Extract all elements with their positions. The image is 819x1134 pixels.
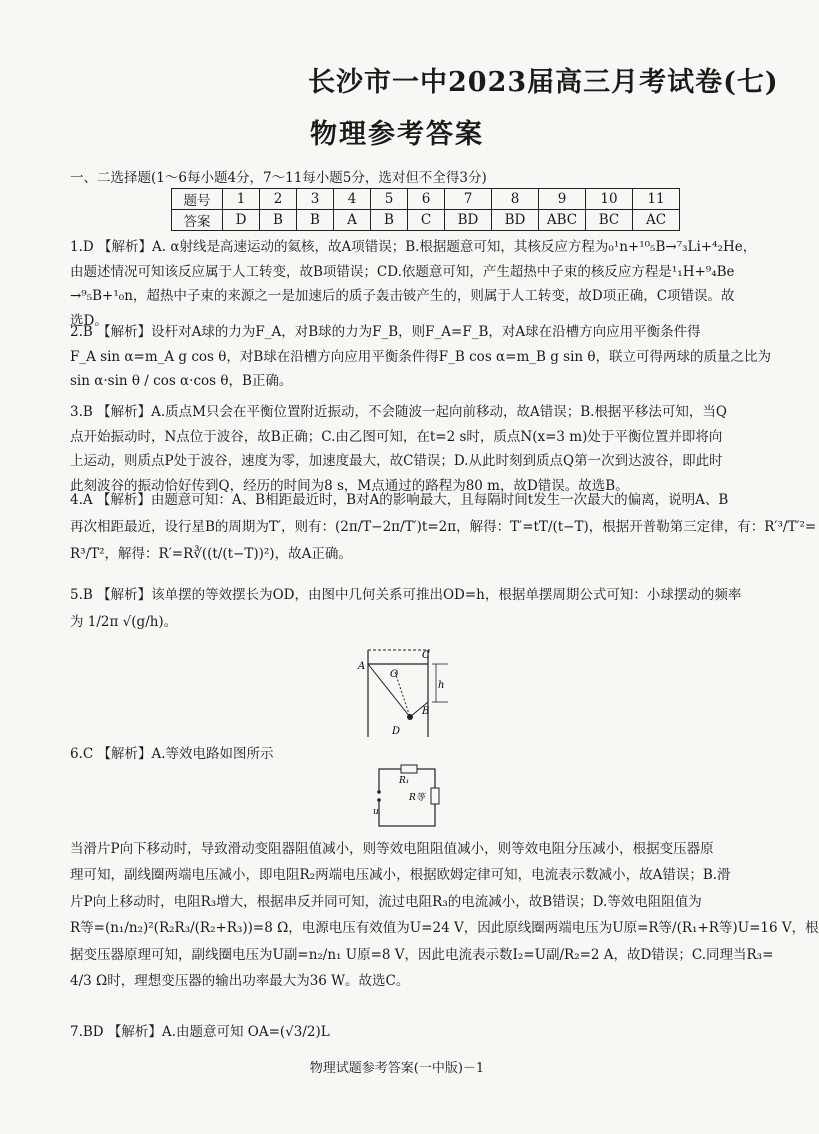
resistor-label-r1: R₁ (399, 776, 410, 786)
answer-cell: BD (445, 210, 492, 231)
answer-cell: AC (633, 210, 680, 231)
number-cell: 6 (408, 189, 445, 210)
answer-title: 物理参考答案 (310, 119, 484, 150)
text-line: 6.C 【解析】A.等效电路如图所示 (70, 746, 274, 762)
row-label-answer: 答案 (172, 210, 223, 231)
text-line: 1.D 【解析】A. α射线是高速运动的氦核，故A项错误；B.根据题意可知，其核反应方程为₀¹n+¹⁰₅B→⁷₃Li+⁴₂He， (70, 239, 757, 255)
answer-row (172, 210, 680, 231)
equivalent-circuit-figure (365, 764, 445, 834)
point-label-b: B (422, 706, 430, 717)
text-line: 4.A 【解析】由题意可知：A、B相距最近时，B对A的影响最大，且每隔时间t发生一次最大的偏离，说明A、B (70, 492, 729, 508)
question-4-explanation (70, 487, 817, 568)
question-6-intro (70, 742, 730, 767)
text-line: 7.BD 【解析】A.由题意可知 OA=(√3/2)L (70, 1024, 330, 1040)
point-label-c: C (422, 650, 430, 661)
text-line: 再次相距最近，设行星B的周期为T′，则有：(2π/T−2π/T′)t=2π，解得：T′=tT/(t−T)，根据开普勒第三定律，有：R′³/T′²= (70, 519, 817, 535)
answer-cell: C (408, 210, 445, 231)
text-line: 为 1/2π √(g/h)。 (70, 614, 178, 630)
text-line: 理可知，副线圈两端电压减小，即电阻R₂两端电压减小，根据欧姆定律可知，电流表示数减小，故A错误；B.滑 (70, 867, 731, 884)
text-line: 5.B 【解析】该单摆的等效摆长为OD，由图中几何关系可推出OD=h，根据单摆周期公式可知：小球摆动的频率 (70, 587, 742, 603)
text-line: →⁹₅B+¹₀n，超热中子束的来源之一是加速后的质子轰击铍产生的，则属于人工转变，故D项正确，C项错误。故 (70, 288, 735, 305)
source-label-u: u (373, 807, 379, 817)
text-line: F_A sin α=m_A g cos θ，对B球在沿槽方向应用平衡条件得F_B cos α=m_B g sin θ，联立可得两球的质量之比为 (70, 348, 772, 365)
text-line: 据变压器原理可知，副线圈电压为U副=n₂/n₁ U原=8 V，因此电流表示数I₂=U副/R₂=2 A，故D错误；C.同理当R₃= (70, 946, 774, 963)
question-3-explanation (70, 400, 730, 498)
answer-cell: B (297, 210, 334, 231)
number-cell: 5 (371, 189, 408, 210)
point-label-o: O (390, 669, 399, 680)
text-line: 选D。 (70, 312, 108, 329)
text-line: 2.B 【解析】设杆对A球的力为F_A，对B球的力为F_B，则F_A=F_B，对A球在沿槽方向应用平衡条件得 (70, 324, 701, 340)
resistor-label-req: R等 (409, 793, 425, 803)
number-cell: 4 (334, 189, 371, 210)
text-line: 点开始振动时，N点位于波谷，故B正确；C.由乙图可知，在t=2 s时，质点N(x=3 m)处于平衡位置并即将向 (70, 428, 723, 445)
number-cell: 11 (633, 189, 680, 210)
point-label-d: D (392, 726, 401, 737)
question-7-explanation (70, 1020, 730, 1045)
answer-cell: B (260, 210, 297, 231)
number-cell: 7 (445, 189, 492, 210)
text-line: 片P向上移动时，电阻R₃增大，根据串反并同可知，流过电阻R₃的电流减小，故B错误；D.等效电阻阻值为 (70, 893, 702, 910)
answer-cell: A (334, 210, 371, 231)
text-line: 上运动，则质点P处于波谷，速度为零，加速度最大，故C错误；D.从此时刻到质点Q第一次到达波谷，即此时 (70, 453, 723, 470)
point-label-a: A (358, 661, 366, 672)
question-1-explanation (70, 235, 757, 333)
number-cell: 2 (260, 189, 297, 210)
answer-cell: B (371, 210, 408, 231)
answer-cell: BD (492, 210, 539, 231)
page-footer: 物理试题参考答案(一中版)－1 (309, 1061, 485, 1076)
exam-title: 长沙市一中2023届高三月考试卷(七) (308, 67, 779, 98)
number-cell: 8 (492, 189, 539, 210)
text-line: 由题述情况可知该反应属于人工转变，故B项错误；CD.依题意可知，产生超热中子束的核反应方程是¹₁H+⁹₄Be (70, 263, 735, 280)
row-label-number: 题号 (172, 189, 223, 210)
pendulum-figure (350, 642, 460, 742)
answer-cell: BC (586, 210, 633, 231)
answer-cell: ABC (539, 210, 586, 231)
number-cell: 1 (223, 189, 260, 210)
text-line: 当滑片P向下移动时，导致滑动变阻器阻值减小，则等效电阻阻值减小，则等效电阻分压减小，根据变压器原 (70, 841, 714, 857)
text-line: R³/T²，解得：R′=R∛((t/(t−T))²)，故A正确。 (70, 546, 352, 562)
number-cell: 3 (297, 189, 334, 210)
section-heading: 一、二选择题(1～6每小题4分，7～11每小题5分，选对但不全得3分) (70, 170, 487, 186)
text-line: 3.B 【解析】A.质点M只会在平衡位置附近振动，不会随波一起向前移动，故A错误；B.根据平移法可知，当Q (70, 404, 727, 420)
question-6-explanation (70, 836, 819, 994)
question-5-explanation (70, 582, 742, 636)
height-label-h: h (438, 680, 445, 691)
text-line: 4/3 Ω时，理想变压器的输出功率最大为36 W。故选C。 (70, 973, 410, 990)
answer-table (171, 188, 680, 231)
text-line: R等=(n₁/n₂)²(R₂R₃/(R₂+R₃))=8 Ω，电源电压有效值为U=24 V，因此原线圈两端电压为U原=R等/(R₁+R等)U=16 V，根 (70, 920, 819, 937)
question-2-explanation (70, 320, 772, 394)
answer-cell: D (223, 210, 260, 231)
number-cell: 10 (586, 189, 633, 210)
number-cell: 9 (539, 189, 586, 210)
text-line: sin α·sin θ / cos α·cos θ，B正确。 (70, 373, 293, 390)
text-line: 此刻波谷的振动恰好传到Q，经历的时间为8 s，M点通过的路程为80 m，故D错误。故选B。 (70, 477, 629, 494)
question-number-row (172, 189, 680, 210)
